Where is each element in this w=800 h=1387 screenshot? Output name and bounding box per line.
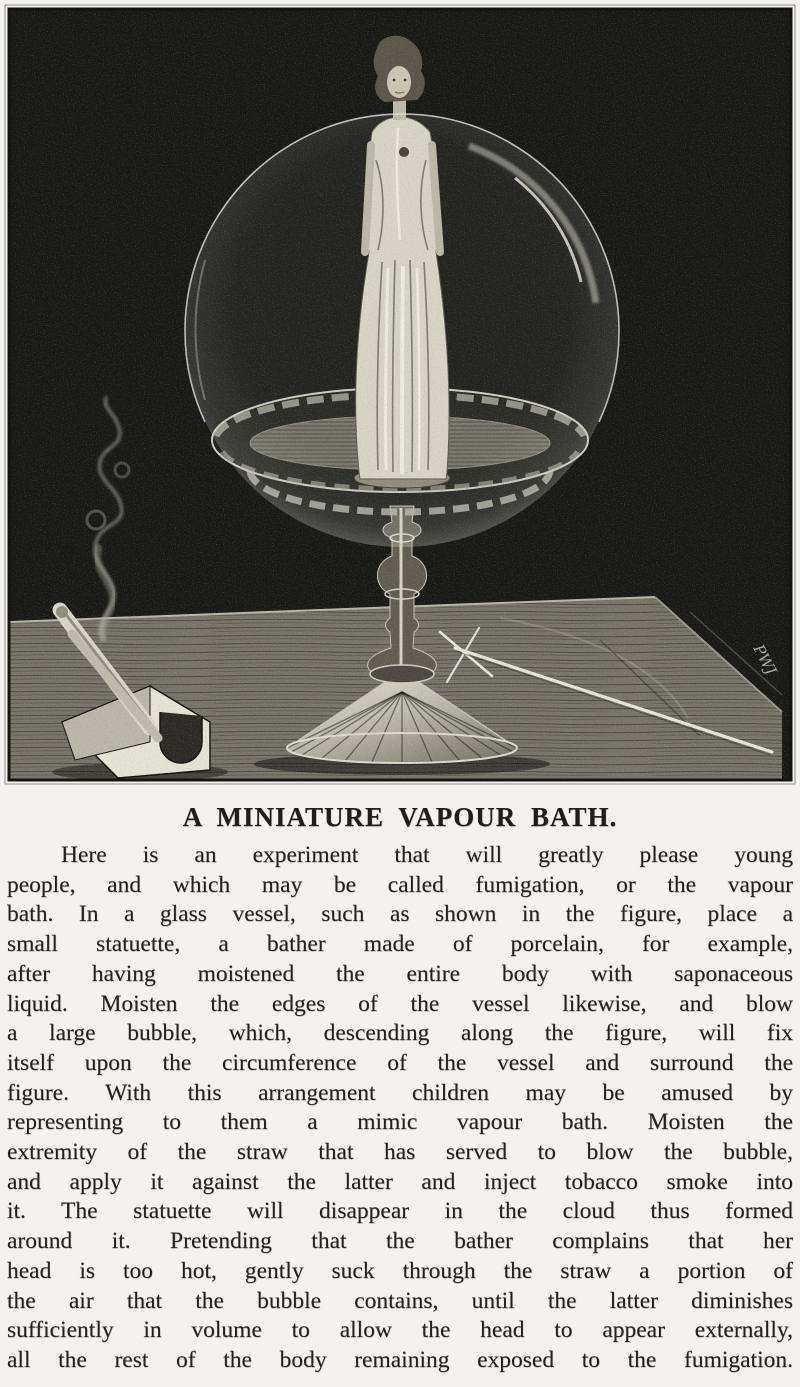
paragraph-line: small statuette, a bather made of porcelain, for example, [7, 931, 793, 958]
paragraph-line: bath. In a glass vessel, such as shown in the figure, place a [7, 901, 793, 928]
paragraph-line: after having moistened the entire body with saponaceous [7, 960, 793, 987]
paragraph-line: a large bubble, which, descending along the figure, will fix [7, 1020, 793, 1047]
paragraph-line: and apply it against the latter and inject tobacco smoke into [7, 1168, 793, 1195]
paragraph-line: figure. With this arrangement children may be amused by [7, 1079, 793, 1106]
paragraph-line: extremity of the straw that has served to blow the bubble, [7, 1139, 793, 1166]
paragraph-line: the air that the bubble contains, until the latter diminishes [7, 1287, 793, 1314]
paragraph-line: head is too hot, gently suck through the straw a portion of [7, 1257, 793, 1284]
paragraph-line: it. The statuette will disappear in the cloud thus formed [7, 1198, 793, 1225]
paragraph-line: around it. Pretending that the bather complains that her [7, 1228, 793, 1255]
article-title: A MINIATURE VAPOUR BATH. [182, 802, 618, 832]
paragraph-line: Here is an experiment that will greatly please young [61, 842, 793, 868]
paragraph-line: representing to them a mimic vapour bath. Moisten the [7, 1109, 793, 1136]
article-body [0, 841, 800, 1376]
paragraph-line: itself upon the circumference of the vessel and surround the [7, 1049, 793, 1076]
paragraph-line: people, and which may be called fumigation, or the vapour [7, 871, 793, 898]
paragraph-line: all the rest of the body remaining exposed to the fumigation. [7, 1346, 793, 1373]
paragraph-line: sufficiently in volume to allow the head to appear externally, [7, 1317, 793, 1344]
paragraph-line: liquid. Moisten the edges of the vessel likewise, and blow [7, 990, 793, 1017]
